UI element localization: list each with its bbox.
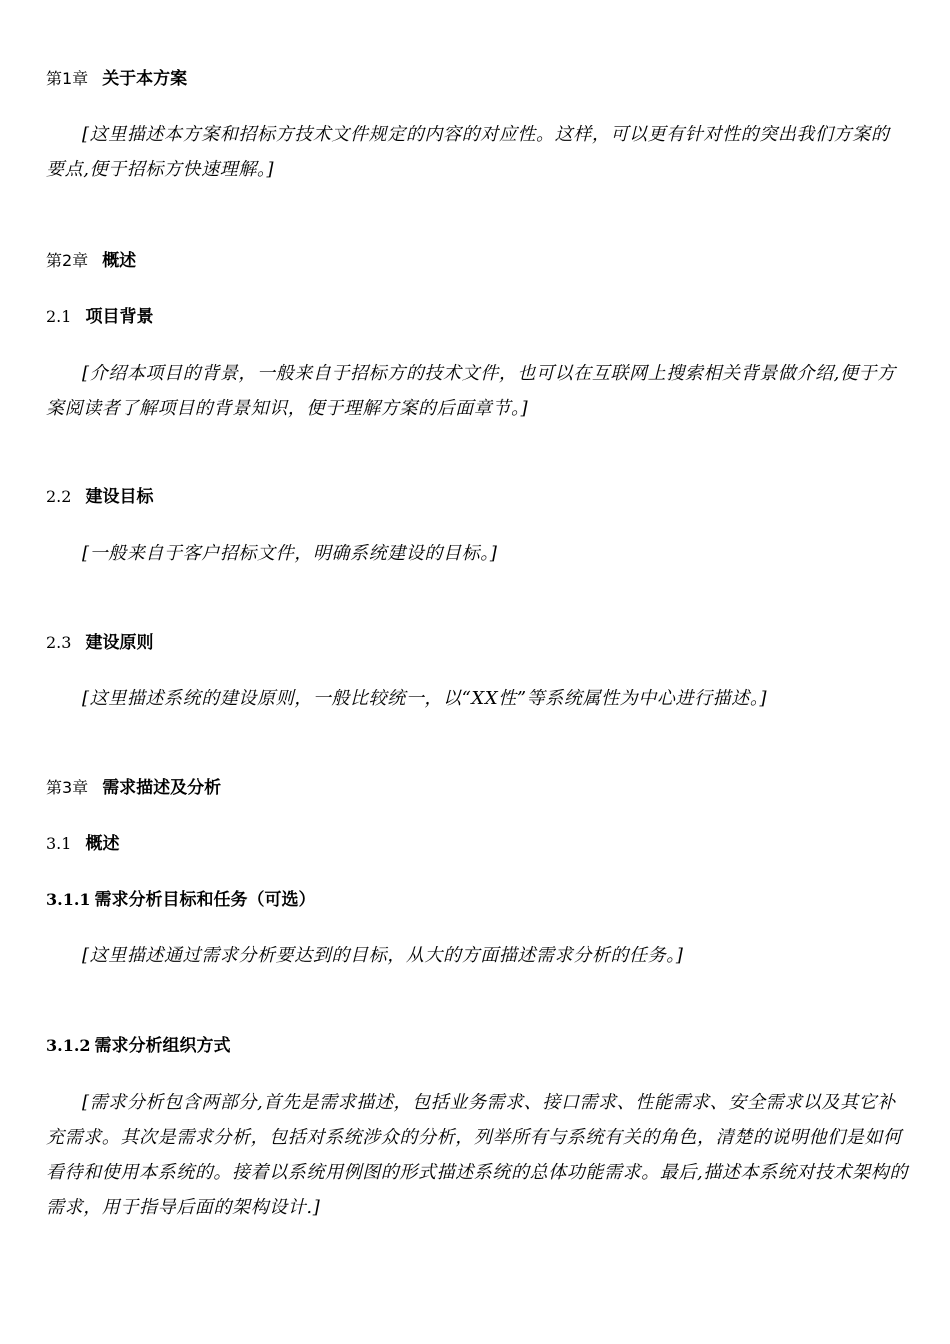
section-2-2-heading bbox=[46, 487, 153, 507]
section-3-1-2-number: 3.1.2 bbox=[46, 1036, 91, 1055]
section-2-3-number: 2.3 bbox=[46, 633, 72, 652]
section-3-1-number: 3.1 bbox=[46, 834, 72, 853]
section-3-1-1-title: 需求分析目标和任务（可选） bbox=[94, 890, 316, 910]
section-3-1-2-heading bbox=[46, 1036, 231, 1056]
chapter-3-heading bbox=[46, 778, 221, 798]
chapter-2-number: 第2章 bbox=[46, 251, 89, 270]
section-2-3-heading bbox=[46, 633, 153, 653]
chapter-1-title: 关于本方案 bbox=[102, 69, 188, 89]
chapter-2-title: 概述 bbox=[102, 251, 137, 271]
section-3-1-1-heading bbox=[46, 890, 316, 910]
section-2-3-paragraph: [这里描述系统的建设原则，一般比较统一，以“XX性”等系统属性为中心进行描述。] bbox=[82, 688, 768, 709]
section-3-1-2-title: 需求分析组织方式 bbox=[94, 1036, 231, 1056]
chapter-3-number: 第3章 bbox=[46, 778, 89, 797]
section-3-1-1-paragraph: [这里描述通过需求分析要达到的目标，从大的方面描述需求分析的任务。] bbox=[82, 945, 684, 966]
chapter-2-heading bbox=[46, 251, 136, 271]
chapter-3-title: 需求描述及分析 bbox=[102, 778, 222, 798]
section-2-1-title: 项目背景 bbox=[85, 307, 154, 327]
section-3-1-2-paragraph: [需求分析包含两部分,首先是需求描述，包括业务需求、接口需求、性能需求、安全需求以及其它补充需求。其次是需求分析，包括对系统涉众的分析，列举所有与系统有关的角色，清楚的说明他们是如何看待和使用本系统的。接着以系统用例图的形式描述系统的总体功能需求。最后,描述本系统对技术架构的需求，用于指导后面的架构设计.] bbox=[46, 1092, 908, 1218]
section-2-2-number: 2.2 bbox=[46, 487, 72, 506]
chapter-1-number: 第1章 bbox=[46, 69, 89, 88]
section-3-1-1-number: 3.1.1 bbox=[46, 890, 91, 909]
chapter-1-paragraph: [这里描述本方案和招标方技术文件规定的内容的对应性。这样，可以更有针对性的突出我们方案的要点,便于招标方快速理解。] bbox=[46, 124, 890, 180]
section-2-2-title: 建设目标 bbox=[85, 487, 154, 507]
section-2-3-title: 建设原则 bbox=[85, 633, 154, 653]
section-2-2-paragraph: [一般来自于客户招标文件，明确系统建设的目标。] bbox=[82, 543, 498, 564]
section-2-1-heading bbox=[46, 307, 153, 327]
section-2-1-paragraph: [介绍本项目的背景，一般来自于招标方的技术文件，也可以在互联网上搜索相关背景做介绍,便于方案阅读者了解项目的背景知识，便于理解方案的后面章节。] bbox=[46, 363, 896, 419]
section-3-1-heading bbox=[46, 834, 119, 854]
section-2-1-number: 2.1 bbox=[46, 307, 72, 326]
chapter-1-heading bbox=[46, 69, 187, 89]
section-3-1-title: 概述 bbox=[85, 834, 120, 854]
